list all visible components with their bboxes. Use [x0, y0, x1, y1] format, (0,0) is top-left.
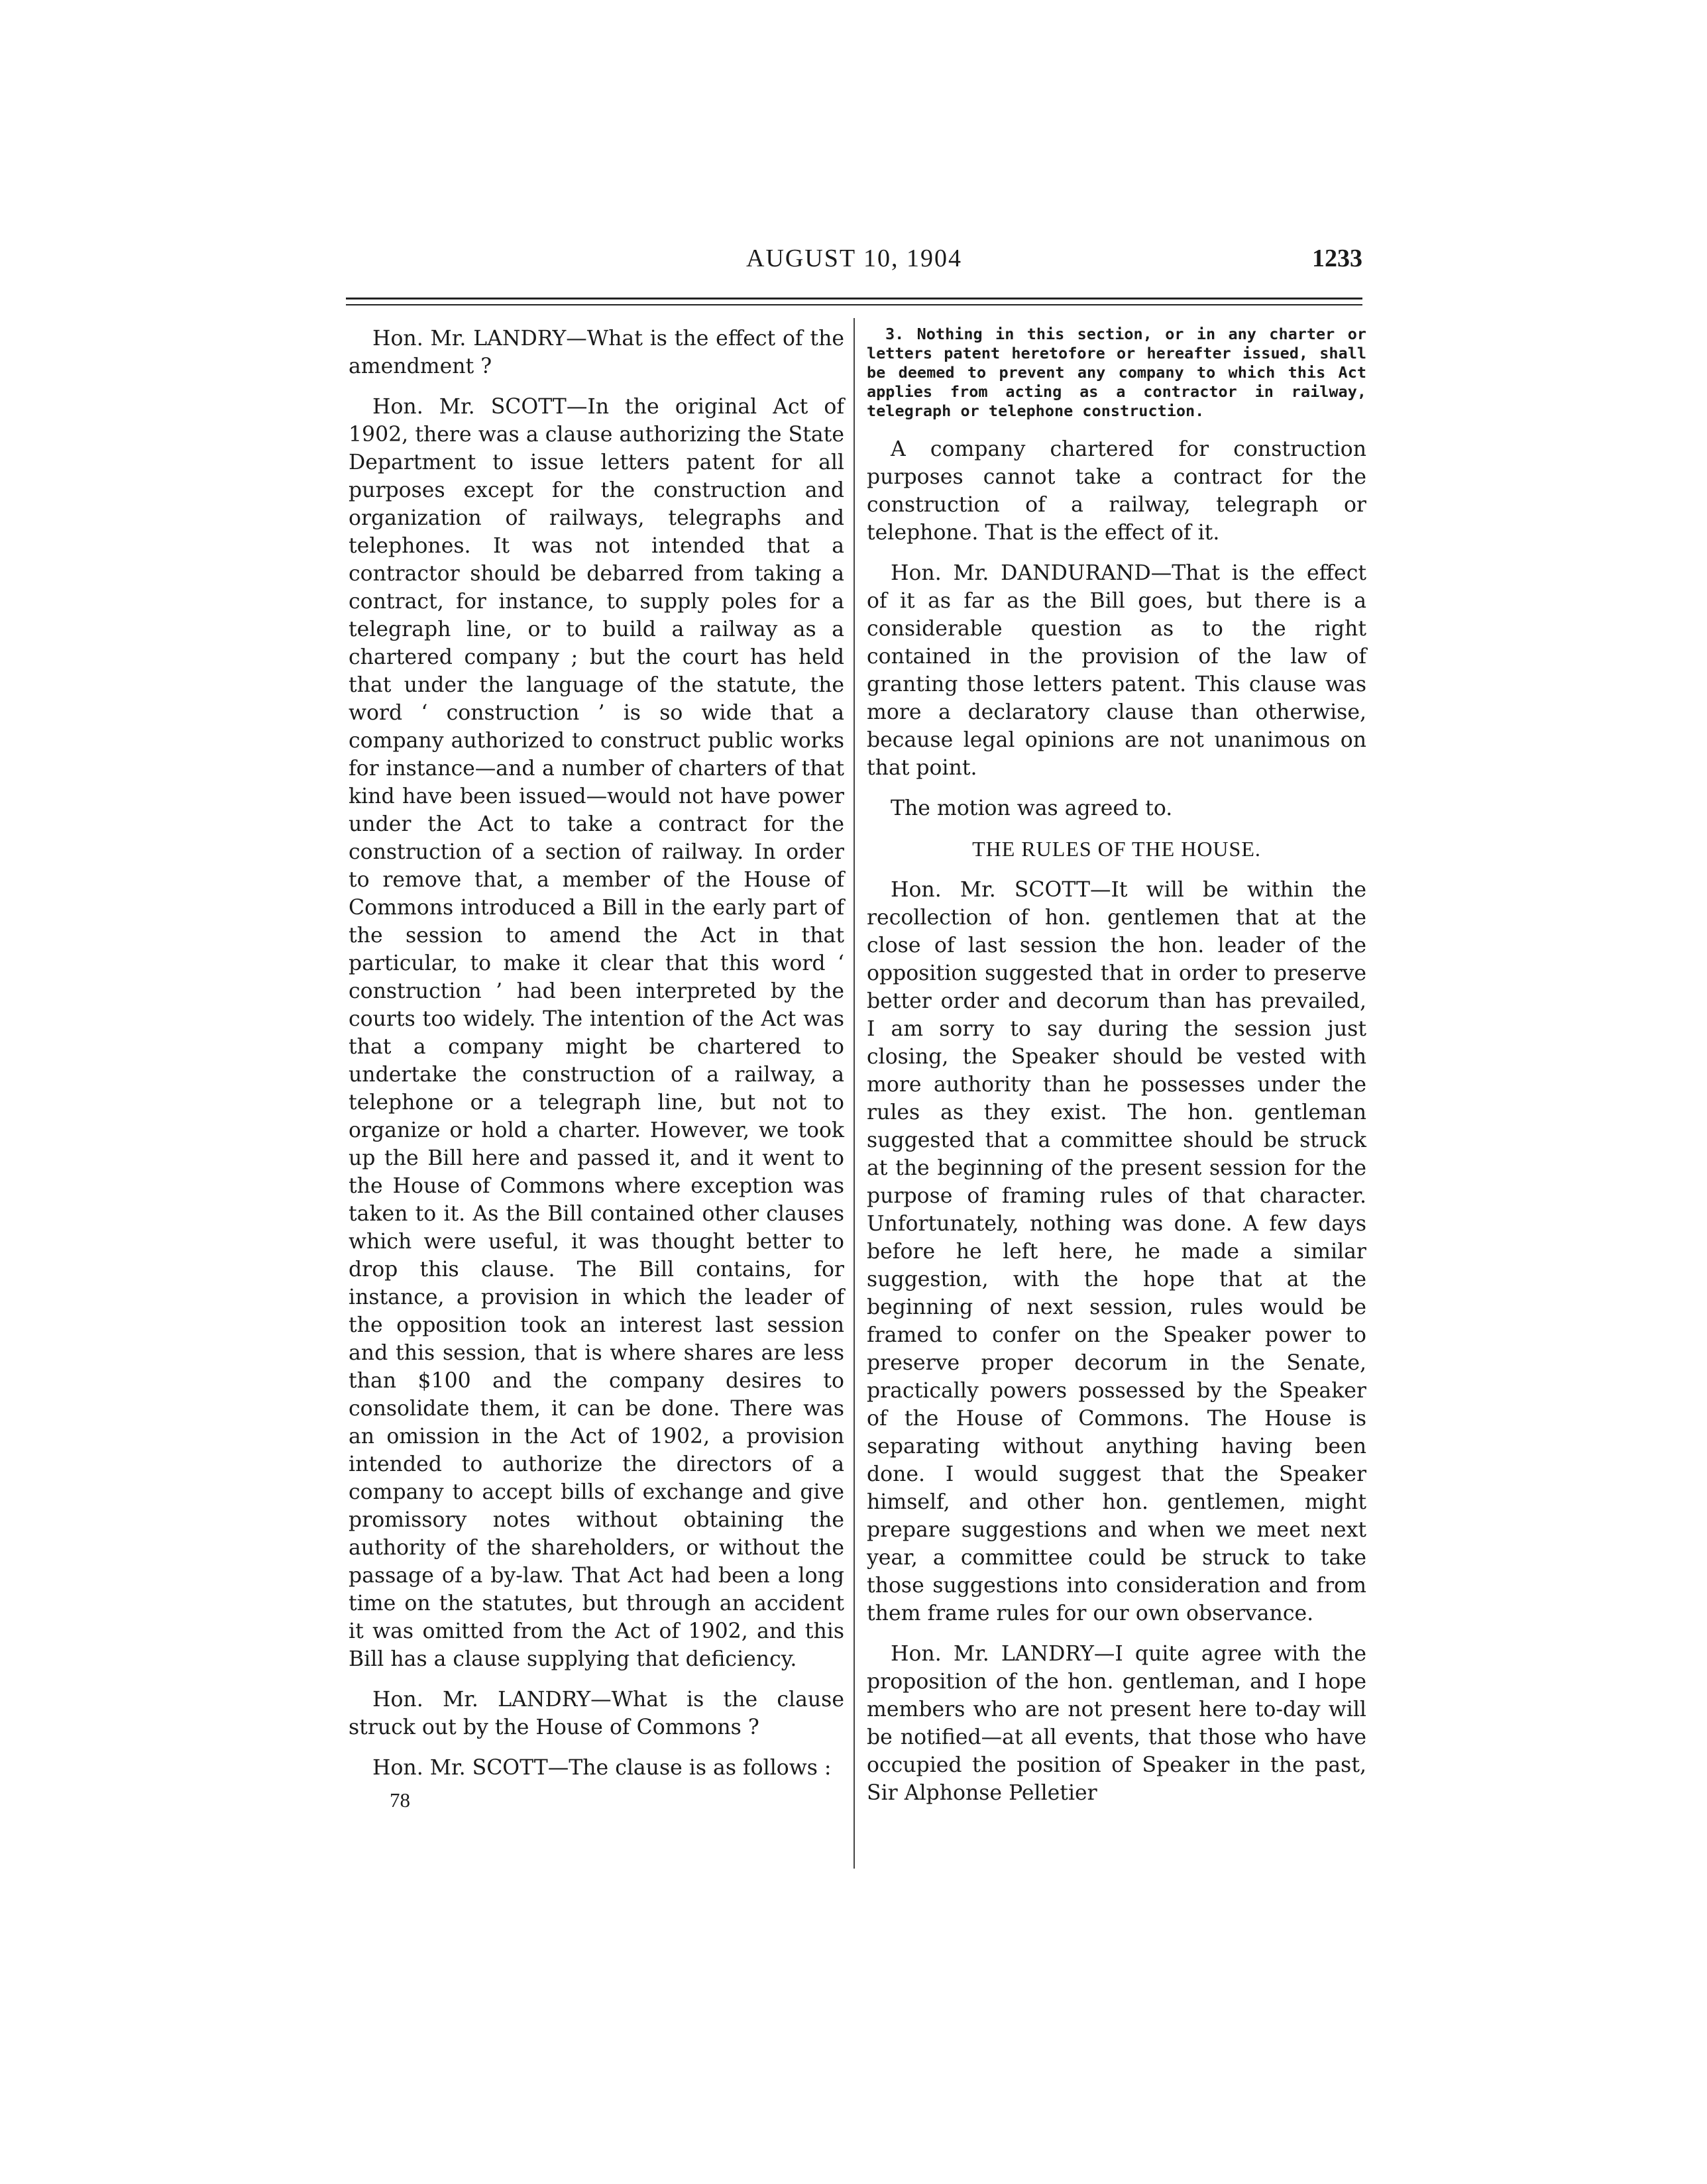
quoted-clause: 3. Nothing in this section, or in any charter or letters patent heretofore or hereafter issued, shall be deemed to prevent any company to which this Act applies from acting as a contractor in railway, telegraph or telephone construction. [867, 325, 1366, 420]
page-header [346, 244, 1362, 284]
signature-mark: 78 [390, 1788, 410, 1812]
header-rule-top [346, 298, 1362, 300]
page-number: 1233 [1312, 245, 1362, 272]
speech-landry-clause-question: Hon. Mr. LANDRY—What is the clause struck out by the House of Commons ? [349, 1688, 844, 1739]
header-rule-bottom [346, 304, 1362, 305]
speech-landry-effect: Hon. Mr. LANDRY—What is the effect of the amendment ? [349, 327, 844, 378]
left-column [349, 325, 844, 1814]
speech-scott-rules: Hon. Mr. SCOTT—It will be within the recollection of hon. gentlemen that at the close of last session the hon. leader of the opposition suggested that in order to preserve better order and decorum than has prevailed, I am sorry to say during the session just closing, the Speaker should be vested with more authority than he possesses under the rules as they exist. The hon. gentleman suggested that a committee should be struck at the beginning of the present session for the purpose of framing rules of that character. Unfortunately, nothing was done. A few days before he left here, he made a similar suggestion, with the hope that at the beginning of next session, rules would be framed to confer on the Speaker power to preserve proper decorum in the Senate, practically powers possessed by the Speaker of the House of Commons. The House is separating without anything having been done. I would suggest that the Speaker himself, and other hon. gentlemen, might prepare suggestions and when we meet next year, a committee could be struck to take those suggestions into consideration and from them frame rules for our own observance. [867, 878, 1366, 1625]
speech-landry-agree: Hon. Mr. LANDRY—I quite agree with the proposition of the hon. gentleman, and I hope members who are not present here to-day will be notified—at all events, that those who have occupied the position of Speaker in the past, Sir Alphonse Pelletier [867, 1642, 1366, 1805]
right-column [867, 325, 1366, 1820]
speech-scott-clause-follows: Hon. Mr. SCOTT—The clause is as follows : [372, 1756, 832, 1780]
speech-scott-original-act: Hon. Mr. SCOTT—In the original Act of 1902, there was a clause authorizing the State Department to issue letters patent for all purposes except for the construction and organization of railways, telegraphs and telephones. It was not intended that a contractor should be debarred from taking a contract, for instance, to supply poles for a telegraph line, or to build a railway as a chartered company ; but the court has held that under the language of the statute, the word ‘ construction ’ is so wide that a company authorized to construct public works for instance—and a number of charters of that kind have been issued—would not have power under the Act to take a contract for the construction of a section of railway. In order to remove that, a member of the House of Commons introduced a Bill in the early part of the session to amend the Act in that particular, to make it clear that this word ‘ construction ’ had been interpreted by the courts too widely. The intention of the Act was that a company might be chartered to undertake the construction of a railway, a telephone or a telegraph line, but not to organize or hold a charter. However, we took up the Bill here and passed it, and it went to the House of Commons where exception was taken to it. As the Bill contained other clauses which were useful, it was thought better to drop this clause. The Bill contains, for instance, a provision in which the leader of the opposition took an interest last session and this session, that is where shares are less than $100 and the company desires to consolidate them, it can be done. There was an omission in the Act of 1902, a provision intended to authorize the directors of a company to accept bills of exchange and give promissory notes without obtaining the authority of the shareholders, or without the passage of a by-law. That Act had been a long time on the statutes, but through an accident it was omitted from the Act of 1902, and this Bill has a clause supplying that deficiency. [349, 395, 844, 1671]
motion-agreed: The motion was agreed to. [891, 796, 1173, 820]
section-heading-rules: THE RULES OF THE HOUSE. [972, 837, 1261, 861]
running-title: AUGUST 10, 1904 [746, 245, 962, 272]
speech-scott-effect: A company chartered for construction purposes cannot take a contract for the construction of a railway, telegraph or telephone. That is the effect of it. [867, 437, 1366, 545]
column-divider [853, 318, 855, 1869]
speech-dandurand: Hon. Mr. DANDURAND—That is the effect of it as far as the Bill goes, but there is a considerable question as to the right contained in the provision of the law of granting those letters patent. This clause was more a declaratory clause than otherwise, because legal opinions are not unanimous on that point. [867, 561, 1366, 780]
